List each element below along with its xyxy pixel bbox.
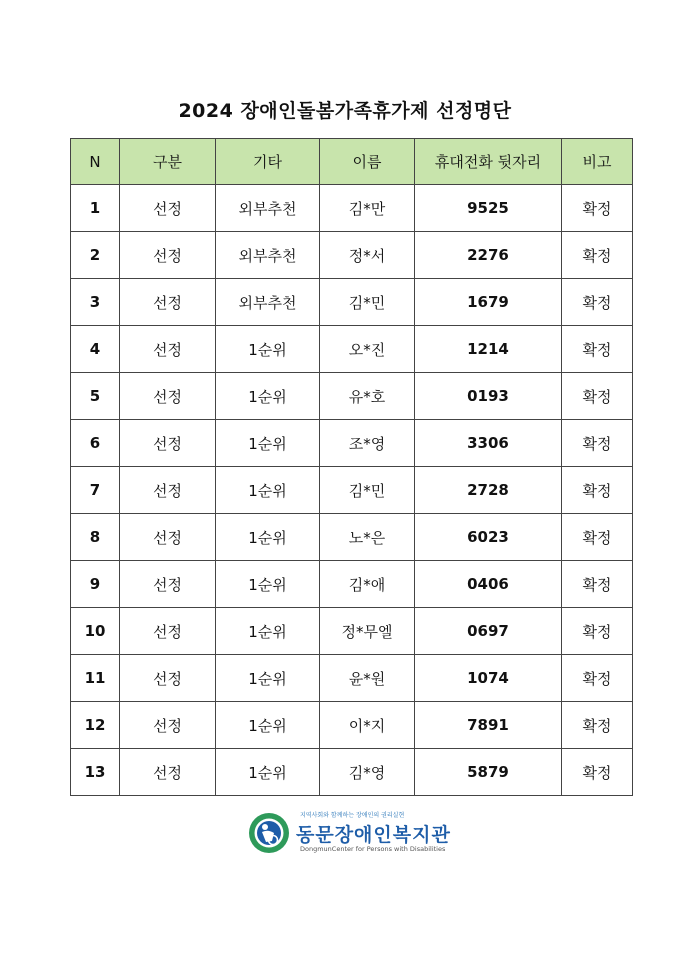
cell-etc: 1순위 — [216, 655, 320, 702]
cell-name: 노*은 — [320, 514, 415, 561]
cell-etc: 외부추천 — [216, 232, 320, 279]
welfare-center-emblem-icon — [248, 812, 290, 854]
cell-category: 선정 — [120, 702, 216, 749]
cell-category: 선정 — [120, 514, 216, 561]
logo-slogan: 지역사회와 함께하는 장애인의 권리실현 — [300, 812, 405, 819]
table-row — [71, 749, 633, 796]
cell-name: 정*무엘 — [320, 608, 415, 655]
cell-phone: 1679 — [415, 279, 562, 326]
cell-number: 6 — [71, 420, 120, 467]
table-row — [71, 608, 633, 655]
cell-name: 윤*원 — [320, 655, 415, 702]
cell-etc: 1순위 — [216, 514, 320, 561]
header-category: 구분 — [120, 139, 216, 185]
cell-phone: 7891 — [415, 702, 562, 749]
cell-phone: 0193 — [415, 373, 562, 420]
cell-category: 선정 — [120, 232, 216, 279]
logo-subtitle: DongmunCenter for Persons with Disabilities — [300, 845, 446, 853]
cell-note: 확정 — [562, 185, 633, 232]
cell-phone: 0406 — [415, 561, 562, 608]
cell-category: 선정 — [120, 467, 216, 514]
cell-note: 확정 — [562, 467, 633, 514]
table-row — [71, 561, 633, 608]
cell-note: 확정 — [562, 561, 633, 608]
cell-category: 선정 — [120, 561, 216, 608]
cell-name: 김*애 — [320, 561, 415, 608]
cell-category: 선정 — [120, 608, 216, 655]
cell-etc: 1순위 — [216, 702, 320, 749]
header-etc: 기타 — [216, 139, 320, 185]
cell-category: 선정 — [120, 749, 216, 796]
cell-etc: 1순위 — [216, 420, 320, 467]
header-n: N — [71, 139, 120, 185]
cell-etc: 1순위 — [216, 467, 320, 514]
cell-name: 조*영 — [320, 420, 415, 467]
cell-note: 확정 — [562, 373, 633, 420]
table-row — [71, 420, 633, 467]
table-row — [71, 279, 633, 326]
cell-note: 확정 — [562, 514, 633, 561]
logo-name: 동문장애인복지관 — [296, 824, 451, 846]
cell-phone: 3306 — [415, 420, 562, 467]
cell-number: 13 — [71, 749, 120, 796]
cell-note: 확정 — [562, 702, 633, 749]
cell-etc: 외부추천 — [216, 279, 320, 326]
header-phone: 휴대전화 뒷자리 — [415, 139, 562, 185]
table-row — [71, 185, 633, 232]
cell-category: 선정 — [120, 420, 216, 467]
cell-etc: 1순위 — [216, 561, 320, 608]
cell-category: 선정 — [120, 655, 216, 702]
cell-name: 김*민 — [320, 467, 415, 514]
table-row — [71, 514, 633, 561]
cell-number: 1 — [71, 185, 120, 232]
cell-phone: 2728 — [415, 467, 562, 514]
cell-category: 선정 — [120, 373, 216, 420]
table-row — [71, 702, 633, 749]
cell-etc: 1순위 — [216, 608, 320, 655]
cell-phone: 1074 — [415, 655, 562, 702]
cell-note: 확정 — [562, 232, 633, 279]
cell-phone: 2276 — [415, 232, 562, 279]
cell-name: 김*만 — [320, 185, 415, 232]
cell-phone: 1214 — [415, 326, 562, 373]
cell-category: 선정 — [120, 279, 216, 326]
cell-category: 선정 — [120, 326, 216, 373]
table-row — [71, 232, 633, 279]
table-header-row — [71, 139, 633, 185]
cell-name: 김*민 — [320, 279, 415, 326]
cell-etc: 1순위 — [216, 749, 320, 796]
cell-name: 오*진 — [320, 326, 415, 373]
selection-table — [70, 138, 633, 796]
table-row — [71, 373, 633, 420]
cell-phone: 9525 — [415, 185, 562, 232]
cell-number: 4 — [71, 326, 120, 373]
organization-logo — [248, 808, 451, 858]
cell-phone: 0697 — [415, 608, 562, 655]
cell-name: 이*지 — [320, 702, 415, 749]
cell-etc: 외부추천 — [216, 185, 320, 232]
cell-phone: 5879 — [415, 749, 562, 796]
table-row — [71, 655, 633, 702]
cell-note: 확정 — [562, 279, 633, 326]
cell-note: 확정 — [562, 749, 633, 796]
header-note: 비고 — [562, 139, 633, 185]
cell-number: 8 — [71, 514, 120, 561]
table-body — [71, 185, 633, 796]
cell-etc: 1순위 — [216, 373, 320, 420]
cell-note: 확정 — [562, 326, 633, 373]
cell-name: 유*호 — [320, 373, 415, 420]
cell-name: 김*영 — [320, 749, 415, 796]
table-row — [71, 467, 633, 514]
cell-number: 10 — [71, 608, 120, 655]
cell-etc: 1순위 — [216, 326, 320, 373]
cell-number: 5 — [71, 373, 120, 420]
cell-note: 확정 — [562, 655, 633, 702]
cell-number: 9 — [71, 561, 120, 608]
cell-note: 확정 — [562, 420, 633, 467]
cell-number: 7 — [71, 467, 120, 514]
cell-note: 확정 — [562, 608, 633, 655]
header-name: 이름 — [320, 139, 415, 185]
table-row — [71, 326, 633, 373]
cell-phone: 6023 — [415, 514, 562, 561]
cell-number: 11 — [71, 655, 120, 702]
cell-number: 12 — [71, 702, 120, 749]
cell-number: 3 — [71, 279, 120, 326]
cell-category: 선정 — [120, 185, 216, 232]
cell-number: 2 — [71, 232, 120, 279]
cell-name: 정*서 — [320, 232, 415, 279]
page-title: 2024 장애인돌봄가족휴가제 선정명단 — [178, 100, 512, 122]
